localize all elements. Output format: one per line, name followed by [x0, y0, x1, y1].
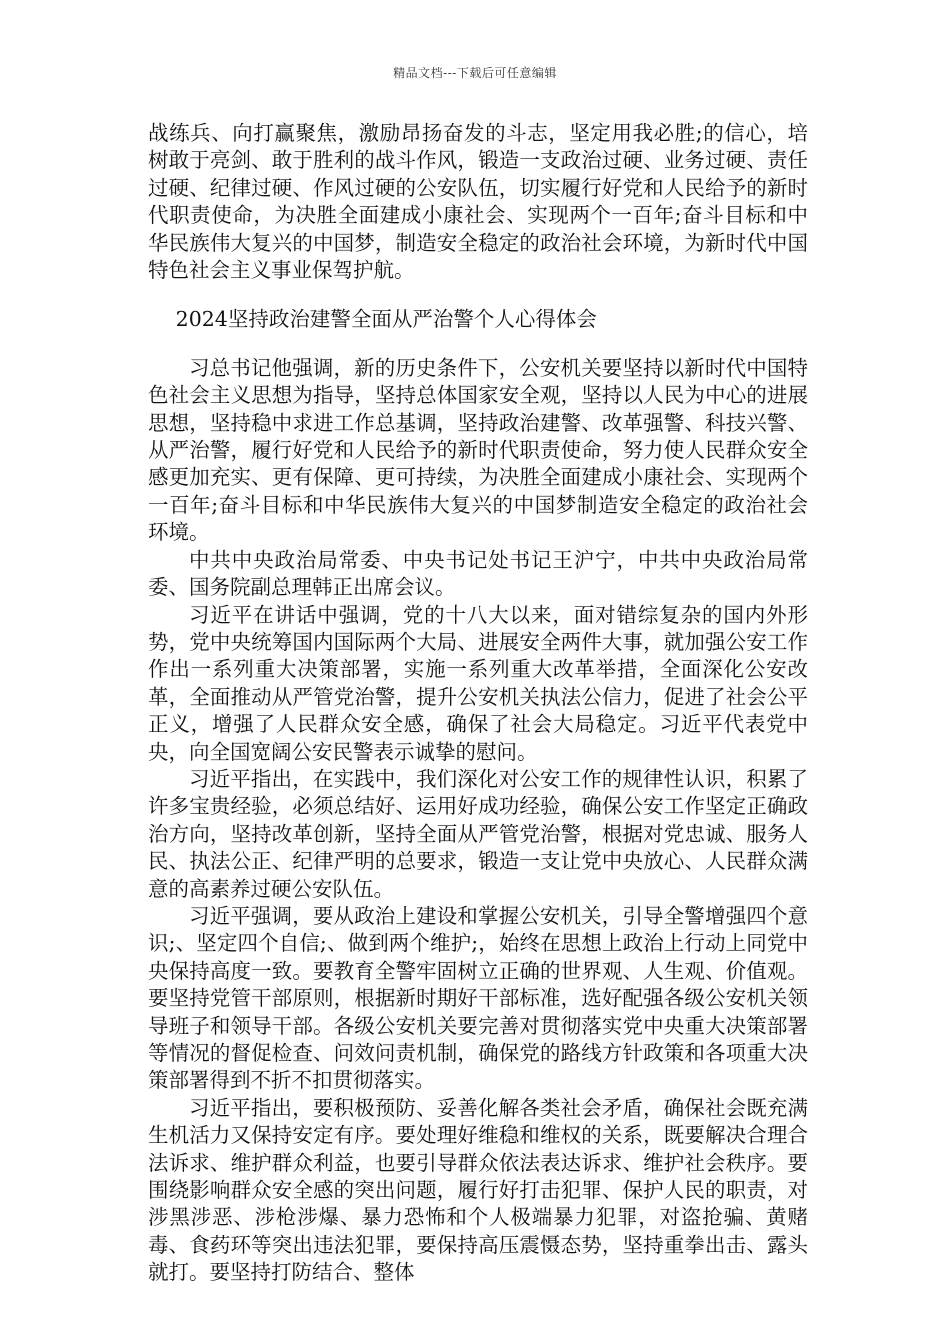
body-paragraph: 习近平指出，要积极预防、妥善化解各类社会矛盾，确保社会既充满生机活力又保持安定有序。要处理好维稳和维权的关系，既要解决合理合法诉求、维护群众利益，也要引导群众依法表达诉求、维护社会秩序。要围绕影响群众安全感的突出问题，履行好打击犯罪、保护人民的职责，对涉黑涉恶、涉枪涉爆、暴力恐怖和个人极端暴力犯罪，对盗抢骗、黄赌毒、食药环等突出违法犯罪，要保持高压震慑态势，坚持重拳出击、露头就打。要坚持打防结合、整体: [148, 1095, 808, 1285]
body-paragraph: 中共中央政治局常委、中央书记处书记王沪宁，中共中央政治局常委、国务院副总理韩正出席会议。: [148, 547, 808, 600]
section-title: 2024坚持政治建警全面从严治警个人心得体会: [175, 307, 597, 332]
body-paragraph: 习近平指出，在实践中，我们深化对公安工作的规律性认识，积累了许多宝贵经验，必须总结好、运用好成功经验，确保公安工作坚定正确政治方向，坚持改革创新，坚持全面从严管党治警，根据对党忠诚、服务人民、执法公正、纪律严明的总要求，锻造一支让党中央放心、人民群众满意的高素养过硬公安队伍。: [148, 766, 808, 901]
body-paragraph: 习近平强调，要从政治上建设和掌握公安机关，引导全警增强四个意识;、坚定四个自信;、做到两个维护;，始终在思想上政治上行动上同党中央保持高度一致。要教育全警牢固树立正确的世界观、人生观、价值观。要坚持党管干部原则，根据新时期好干部标准，选好配强各级公安机关领导班子和领导干部。各级公安机关要完善对贯彻落实党中央重大决策部署等情况的督促检查、问效问责机制，确保党的路线方针政策和各项重大决策部署得到不折不扣贯彻落实。: [148, 903, 808, 1093]
document-body: [148, 120, 808, 1287]
body-paragraph: 习总书记他强调，新的历史条件下，公安机关要坚持以新时代中国特色社会主义思想为指导，坚持总体国家安全观，坚持以人民为中心的进展思想，坚持稳中求进工作总基调，坚持政治建警、改革强警、科技兴警、从严治警，履行好党和人民给予的新时代职责使命，努力使人民群众安全感更加充实、更有保障、更可持续，为决胜全面建成小康社会、实现两个一百年;奋斗目标和中华民族伟大复兴的中国梦制造安全稳定的政治社会环境。: [148, 355, 808, 545]
page-header: 精品文档---下载后可任意编辑: [393, 66, 557, 80]
body-paragraph: 习近平在讲话中强调，党的十八大以来，面对错综复杂的国内外形势，党中央统筹国内国际两个大局、进展安全两件大事，就加强公安工作作出一系列重大决策部署，实施一系列重大改革举措，全面深化公安改革，全面推动从严管党治警，提升公安机关执法公信力，促进了社会公平正义，增强了人民群众安全感，确保了社会大局稳定。习近平代表党中央，向全国宽阔公安民警表示诚挚的慰问。: [148, 602, 808, 764]
body-paragraph: 战练兵、向打赢聚焦，激励昂扬奋发的斗志，坚定用我必胜;的信心，培树敢于亮剑、敢于胜利的战斗作风，锻造一支政治过硬、业务过硬、责任过硬、纪律过硬、作风过硬的公安队伍，切实履行好党和人民给予的新时代职责使命，为决胜全面建成小康社会、实现两个一百年;奋斗目标和中华民族伟大复兴的中国梦，制造安全稳定的政治社会环境，为新时代中国特色社会主义事业保驾护航。: [148, 121, 808, 283]
